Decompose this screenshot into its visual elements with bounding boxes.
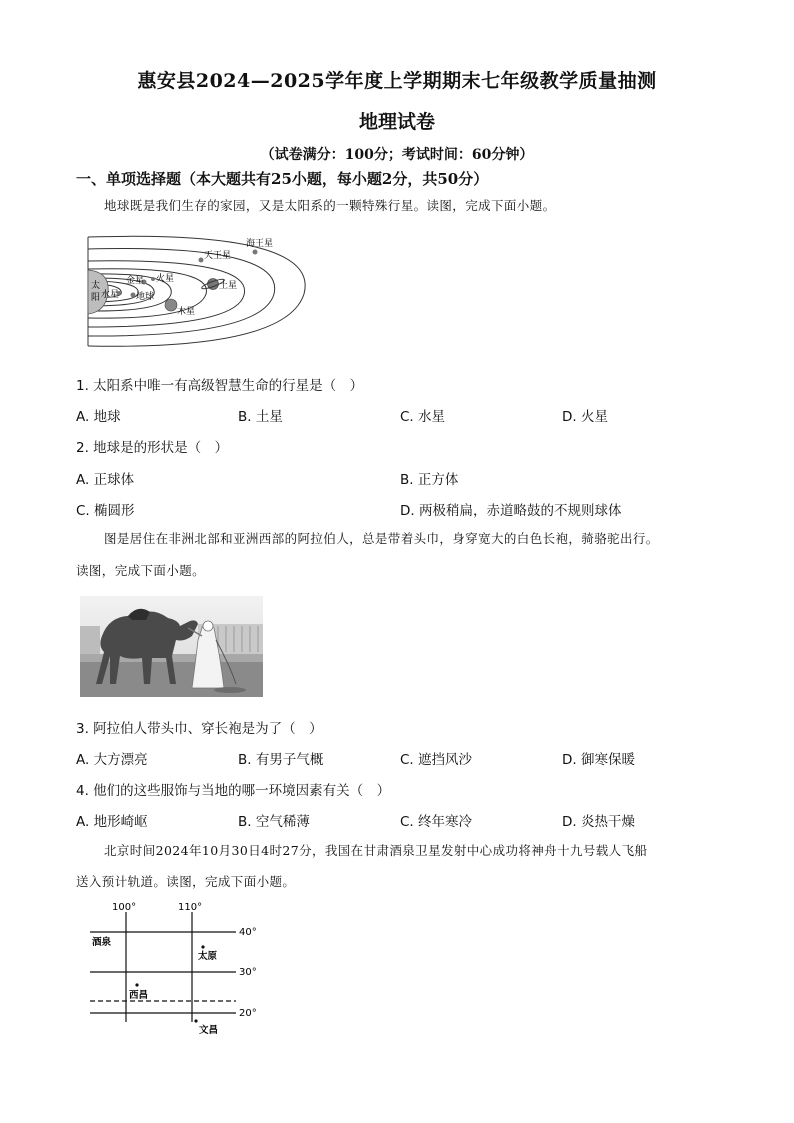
uranus-label: 天王星 (204, 251, 232, 261)
neptune-label: 海王星 (246, 239, 274, 249)
uranus-dot (199, 258, 204, 263)
q4-option-a[interactable]: A. 地形崎岖 (76, 814, 148, 830)
q3-option-b[interactable]: B. 有男子气概 (238, 752, 324, 768)
lat-label-30: 30° (239, 967, 257, 978)
q2-option-a[interactable]: A. 正球体 (76, 472, 135, 488)
lon-label-100: 100° (112, 902, 137, 913)
mercury-label: 水星 (101, 290, 120, 300)
exam-note: （试卷满分：100分；考试时间：60分钟） (260, 147, 534, 163)
question-4-stem: 4. 他们的这些服饰与当地的哪一环境因素有关（ ） (76, 783, 391, 799)
q1-option-c[interactable]: C. 水星 (400, 409, 446, 425)
sun-label-bottom: 阳 (91, 293, 101, 303)
exam-title: 惠安县2024—2025学年度上学期期末七年级教学质量抽测 (137, 70, 657, 92)
q2-option-d[interactable]: D. 两极稍扁，赤道略鼓的不规则球体 (400, 503, 622, 519)
jupiter-label: 木星 (177, 307, 196, 317)
exam-subject: 地理试卷 (358, 111, 435, 133)
q3-option-a[interactable]: A. 大方漂亮 (76, 752, 148, 768)
xichang-dot (135, 983, 138, 986)
earth-dot (131, 293, 136, 298)
lat-label-40: 40° (239, 927, 257, 938)
venus-label: 金星 (126, 276, 145, 286)
taiyuan-dot (201, 945, 204, 948)
wenchang-dot (194, 1019, 197, 1022)
neptune-dot (253, 250, 258, 255)
mars-label: 火星 (156, 274, 175, 284)
place-taiyuan: 太原 (198, 951, 218, 962)
q3-option-c[interactable]: C. 遮挡风沙 (400, 752, 473, 768)
section-heading: 一、单项选择题（本大题共有25小题，每小题2分，共50分） (76, 170, 489, 188)
place-xichang: 西昌 (129, 990, 149, 1001)
passage-3-line-1: 北京时间2024年10月30日4时27分，我国在甘肃酒泉卫星发射中心成功将神舟十九号载人飞船 (104, 843, 648, 858)
sun-label-top: 太 (91, 281, 101, 291)
lat-label-20: 20° (239, 1008, 257, 1019)
passage-2-line-1: 图是居住在非洲北部和亚洲西部的阿拉伯人，总是带着头巾，身穿宽大的白色长袍，骑骆驼出行。 (104, 531, 659, 546)
question-3-stem: 3. 阿拉伯人带头巾、穿长袍是为了（ ） (76, 721, 323, 737)
camel-rider-photo (80, 596, 263, 697)
q3-option-d[interactable]: D. 御寒保暖 (562, 752, 635, 768)
q2-option-b[interactable]: B. 正方体 (400, 472, 459, 488)
question-1-stem: 1. 太阳系中唯一有高级智慧生命的行星是（ ） (76, 378, 364, 394)
lat-lon-grid-map (86, 900, 276, 1036)
question-2-stem: 2. 地球是的形状是（ ） (76, 440, 229, 456)
earth-label: 地球 (136, 292, 155, 302)
solar-system-diagram (86, 232, 316, 350)
passage-2-line-2: 读图，完成下面小题。 (76, 563, 206, 578)
q2-option-c[interactable]: C. 椭圆形 (76, 503, 135, 519)
place-jiuquan: 酒泉 (92, 937, 112, 948)
q1-option-b[interactable]: B. 土星 (238, 409, 283, 425)
q4-option-d[interactable]: D. 炎热干燥 (562, 814, 635, 830)
passage-1: 地球既是我们生存的家园，又是太阳系的一颗特殊行星。读图，完成下面小题。 (104, 198, 556, 213)
lon-label-110: 110° (178, 902, 203, 913)
q4-option-c[interactable]: C. 终年寒冷 (400, 814, 473, 830)
q1-option-a[interactable]: A. 地球 (76, 409, 121, 425)
q4-option-b[interactable]: B. 空气稀薄 (238, 814, 310, 830)
mars-dot (151, 277, 155, 281)
passage-3-line-2: 送入预计轨道。读图，完成下面小题。 (76, 874, 296, 889)
q1-option-d[interactable]: D. 火星 (562, 409, 608, 425)
saturn-label: 土星 (219, 281, 238, 291)
place-wenchang: 文昌 (199, 1025, 219, 1036)
jupiter-dot (165, 299, 177, 311)
